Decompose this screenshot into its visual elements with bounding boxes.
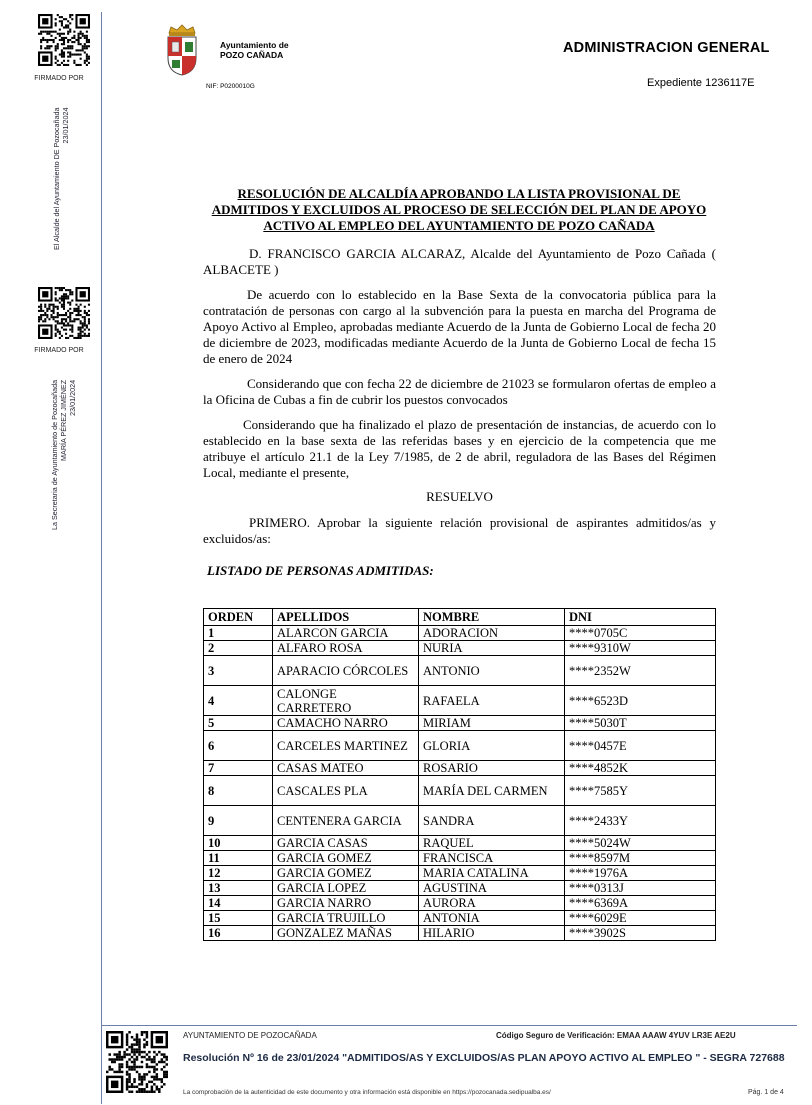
- cell-orden: 11: [204, 851, 273, 866]
- cell-orden: 14: [204, 896, 273, 911]
- paragraph-base: De acuerdo con lo establecido en la Base Sexta de la convocatoria pública para la contratación de personas con cargo al la subvención para la puesta en marcha del Programa de Apoyo Activo al Empleo, aprobadas mediante Acuerdo de la Junta de Gobierno Local de fecha 20 de diciembre de 2023, modificadas mediante Acuerdo de la Junta de Gobierno Local de fecha 15 de enero de 2024: [203, 287, 716, 366]
- paragraph-mayor: D. FRANCISCO GARCIA ALCARAZ, Alcalde del Ayuntamiento de Pozo Cañada ( ALBACETE ): [203, 246, 716, 277]
- cell-apellidos: CALONGE CARRETERO: [273, 686, 419, 716]
- table-row: [204, 626, 716, 641]
- paragraph-considerando: Considerando que ha finalizado el plazo de presentación de instancias, de acuerdo con lo establecido en la base sexta de las referidas bases y en ejercicio de la competencia que me atribuye el artículo 21.1 de la Ley 7/1985, de 2 de abril, reguladora de las Bases del Régimen Local, mediante el presente,: [203, 417, 716, 480]
- cell-orden: 9: [204, 806, 273, 836]
- cell-apellidos: CARCELES MARTINEZ: [273, 731, 419, 761]
- cell-apellidos: GARCIA CASAS: [273, 836, 419, 851]
- cell-nombre: RAQUEL: [419, 836, 565, 851]
- table-row: [204, 641, 716, 656]
- cell-nombre: GLORIA: [419, 731, 565, 761]
- cell-orden: 10: [204, 836, 273, 851]
- margin-divider: [101, 12, 102, 1104]
- cell-orden: 3: [204, 656, 273, 686]
- cell-dni: ****2352W: [565, 656, 716, 686]
- table-row: [204, 836, 716, 851]
- signature-signer-2: [50, 380, 77, 530]
- admitidos-table: [203, 608, 716, 941]
- cell-dni: ****6523D: [565, 686, 716, 716]
- col-apellidos: APELLIDOS: [273, 609, 419, 626]
- table-row: [204, 866, 716, 881]
- footer-resolucion: Resolución Nº 16 de 23/01/2024 "ADMITIDOS/AS Y EXCLUIDOS/AS PLAN APOYO ACTIVO AL EMPLEO " - SEGRA 727688: [183, 1052, 785, 1064]
- table-row: [204, 926, 716, 941]
- footer-csv: Código Seguro de Verificación: EMAA AAAW 4YUV LR3E AE2U: [496, 1031, 736, 1040]
- cell-dni: ****0705C: [565, 626, 716, 641]
- cell-orden: 6: [204, 731, 273, 761]
- table-row: [204, 851, 716, 866]
- cell-orden: 5: [204, 716, 273, 731]
- cell-dni: ****0313J: [565, 881, 716, 896]
- cell-apellidos: CASAS MATEO: [273, 761, 419, 776]
- signer-role: La Secretaria de Ayuntamiento de Pozocañada: [50, 379, 59, 530]
- cell-apellidos: CAMACHO NARRO: [273, 716, 419, 731]
- cell-nombre: NURIA: [419, 641, 565, 656]
- table-row: [204, 896, 716, 911]
- ayuntamiento-line: Ayuntamiento de: [220, 40, 289, 50]
- cell-apellidos: GARCIA NARRO: [273, 896, 419, 911]
- table-header-row: [204, 609, 716, 626]
- cell-dni: ****8597M: [565, 851, 716, 866]
- cell-apellidos: APARACIO CÓRCOLES: [273, 656, 419, 686]
- cell-apellidos: ALARCON GARCIA: [273, 626, 419, 641]
- cell-orden: 13: [204, 881, 273, 896]
- footer-ayuntamiento: AYUNTAMIENTO DE POZOCAÑADA: [183, 1031, 317, 1040]
- cell-apellidos: CENTENERA GARCIA: [273, 806, 419, 836]
- cell-orden: 16: [204, 926, 273, 941]
- signature-label: FIRMADO POR: [34, 75, 84, 82]
- ayuntamiento-line: POZO CAÑADA: [220, 50, 284, 60]
- qr-code-icon: [38, 287, 90, 339]
- cell-dni: ****1976A: [565, 866, 716, 881]
- cell-nombre: HILARIO: [419, 926, 565, 941]
- table-row: [204, 731, 716, 761]
- signer-name: MARÍA PÉREZ JIMÉNEZ: [59, 379, 68, 461]
- table-row: [204, 656, 716, 686]
- cell-orden: 12: [204, 866, 273, 881]
- cell-dni: ****0457E: [565, 731, 716, 761]
- table-row: [204, 911, 716, 926]
- cell-nombre: AURORA: [419, 896, 565, 911]
- cell-orden: 15: [204, 911, 273, 926]
- cell-nombre: FRANCISCA: [419, 851, 565, 866]
- table-row: [204, 806, 716, 836]
- footer-divider: [101, 1025, 797, 1026]
- cell-nombre: ADORACION: [419, 626, 565, 641]
- table-row: [204, 881, 716, 896]
- col-dni: DNI: [565, 609, 716, 626]
- cell-nombre: SANDRA: [419, 806, 565, 836]
- signature-label: FIRMADO POR: [34, 347, 84, 354]
- cell-dni: ****7585Y: [565, 776, 716, 806]
- cell-apellidos: GARCIA LOPEZ: [273, 881, 419, 896]
- table-row: [204, 761, 716, 776]
- section-title: ADMINISTRACION GENERAL: [563, 40, 770, 56]
- nif: NIF: P0200010G: [206, 83, 255, 90]
- expediente: Expediente 1236117E: [647, 77, 755, 89]
- table-row: [204, 686, 716, 716]
- cell-nombre: AGUSTINA: [419, 881, 565, 896]
- cell-nombre: MARÍA DEL CARMEN: [419, 776, 565, 806]
- cell-nombre: MIRIAM: [419, 716, 565, 731]
- cell-orden: 4: [204, 686, 273, 716]
- coat-of-arms-icon: [165, 24, 199, 76]
- paragraph-ofertas: Considerando que con fecha 22 de diciembre de 21023 se formularon ofertas de empleo a la Oficina de Cubas a fin de cubrir los puestos convocados: [203, 376, 716, 407]
- col-orden: ORDEN: [204, 609, 273, 626]
- cell-dni: ****3902S: [565, 926, 716, 941]
- cell-orden: 8: [204, 776, 273, 806]
- signer-role: El Alcalde del Ayuntamiento DE Pozocañada: [52, 107, 61, 250]
- cell-apellidos: GARCIA GOMEZ: [273, 866, 419, 881]
- table-row: [204, 716, 716, 731]
- cell-dni: ****2433Y: [565, 806, 716, 836]
- cell-orden: 7: [204, 761, 273, 776]
- cell-nombre: ROSARIO: [419, 761, 565, 776]
- cell-dni: ****4852K: [565, 761, 716, 776]
- cell-dni: ****6029E: [565, 911, 716, 926]
- cell-apellidos: GARCIA TRUJILLO: [273, 911, 419, 926]
- cell-apellidos: GARCIA GOMEZ: [273, 851, 419, 866]
- cell-apellidos: ALFARO ROSA: [273, 641, 419, 656]
- qr-code-icon: [38, 14, 90, 66]
- cell-orden: 1: [204, 626, 273, 641]
- cell-orden: 2: [204, 641, 273, 656]
- col-nombre: NOMBRE: [419, 609, 565, 626]
- page-number: Pág. 1 de 4: [748, 1089, 784, 1096]
- cell-nombre: MARIA CATALINA: [419, 866, 565, 881]
- cell-nombre: ANTONIO: [419, 656, 565, 686]
- signer-date: 23/01/2024: [61, 107, 70, 144]
- listado-title: LISTADO DE PERSONAS ADMITIDAS:: [207, 563, 434, 578]
- paragraph-primero: PRIMERO. Aprobar la siguiente relación provisional de aspirantes admitidos/as y excluidos/as:: [203, 515, 716, 546]
- cell-apellidos: CASCALES PLA: [273, 776, 419, 806]
- cell-dni: ****6369A: [565, 896, 716, 911]
- signature-signer-1: [52, 107, 70, 250]
- resolution-title: RESOLUCIÓN DE ALCALDÍA APROBANDO LA LISTA PROVISIONAL DE ADMITIDOS Y EXCLUIDOS AL PROCESO DE SELECCIÓN DEL PLAN DE APOYO ACTIVO AL EMPLEO DEL AYUNTAMIENTO DE POZO CAÑADA: [211, 186, 707, 233]
- cell-dni: ****5024W: [565, 836, 716, 851]
- cell-nombre: RAFAELA: [419, 686, 565, 716]
- resuelvo-heading: RESUELVO: [426, 489, 493, 504]
- cell-apellidos: GONZALEZ MAÑAS: [273, 926, 419, 941]
- table-row: [204, 776, 716, 806]
- ayuntamiento-name: [220, 40, 289, 60]
- cell-nombre: ANTONIA: [419, 911, 565, 926]
- cell-dni: ****9310W: [565, 641, 716, 656]
- footer-verification-note: La comprobación de la autenticidad de este documento y otra información está disponible en https://pozocanada.sedipualba.es/: [183, 1089, 551, 1096]
- signer-date: 23/01/2024: [68, 379, 77, 416]
- qr-code-icon: [106, 1031, 168, 1093]
- cell-dni: ****5030T: [565, 716, 716, 731]
